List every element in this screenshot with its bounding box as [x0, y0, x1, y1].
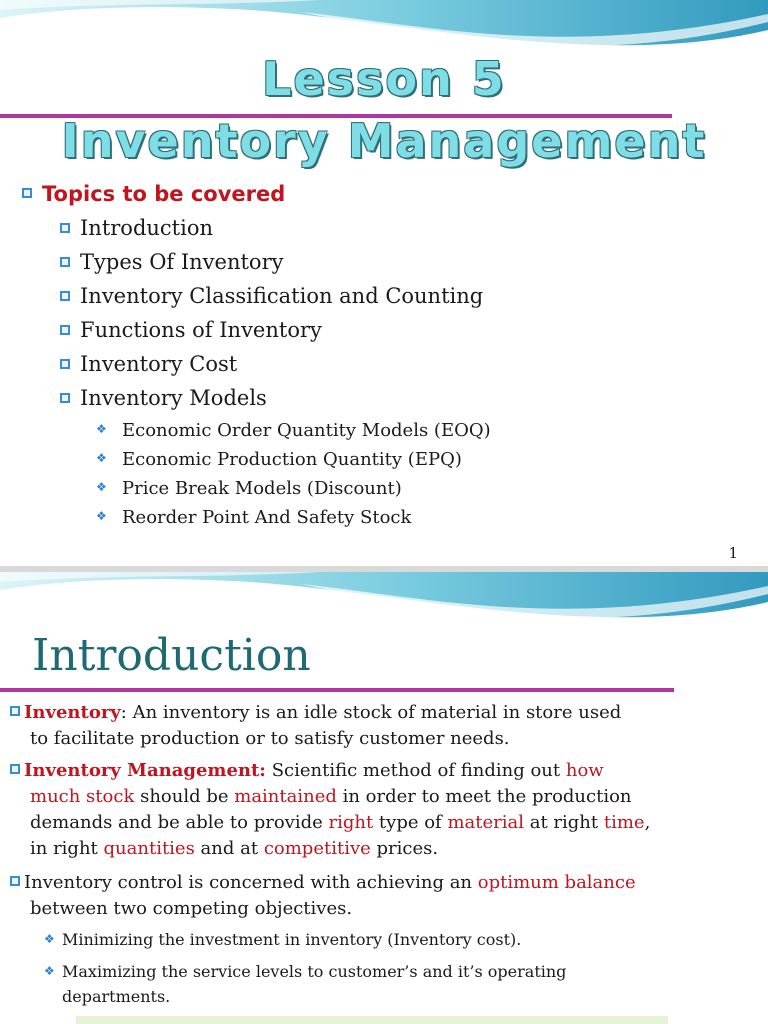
square-bullet-icon: [22, 188, 32, 198]
footer-strip: [76, 1016, 668, 1024]
topic-item: Introduction: [60, 216, 213, 240]
square-bullet-icon: [60, 291, 70, 301]
model-item: ❖ Price Break Models (Discount): [96, 478, 402, 499]
square-bullet-icon: [60, 257, 70, 267]
topic-item: Functions of Inventory: [60, 318, 322, 342]
diamond-bullet-icon: ❖: [96, 451, 107, 465]
page-number: 1: [728, 544, 738, 562]
definition-inventory-management: Inventory Management: Scientific method of finding out how much stock should be maintained in order to meet the production demands and be able to provide right type of material at right time, in right quantities and at competitive prices.: [10, 758, 734, 862]
course-title: Inventory Management: [61, 114, 707, 168]
diamond-bullet-icon: ❖: [96, 422, 107, 436]
diamond-bullet-icon: ❖: [96, 480, 107, 494]
diamond-bullet-icon: ❖: [44, 931, 55, 946]
objective-item: ❖ Maximizing the service levels to customer’s and it’s operating departments.: [44, 960, 734, 1009]
model-item: ❖ Economic Order Quantity Models (EOQ): [96, 420, 491, 441]
page-title: Introduction: [32, 630, 311, 681]
topic-item: Inventory Models: [60, 386, 267, 410]
topic-item: Inventory Classification and Counting: [60, 284, 483, 308]
topic-item: Inventory Cost: [60, 352, 237, 376]
lesson-title: Lesson 5: [262, 52, 506, 106]
title-divider: [0, 688, 674, 692]
inventory-control-text: Inventory control is concerned with achieving an optimum balance between two competing objectives.: [10, 870, 734, 922]
model-item: ❖ Economic Production Quantity (EPQ): [96, 449, 462, 470]
square-bullet-icon: [60, 325, 70, 335]
square-bullet-icon: [10, 876, 20, 886]
diamond-bullet-icon: ❖: [44, 963, 55, 978]
objective-item: ❖ Minimizing the investment in inventory (Inventory cost).: [44, 930, 522, 949]
model-item: ❖ Reorder Point And Safety Stock: [96, 507, 412, 528]
definition-inventory: Inventory: An inventory is an idle stock of material in store used to facilitate production or to satisfy customer needs.: [10, 700, 734, 752]
diamond-bullet-icon: ❖: [96, 509, 107, 523]
topic-item: Types Of Inventory: [60, 250, 283, 274]
slide-2: [0, 572, 768, 1024]
topics-heading: Topics to be covered: [42, 182, 286, 206]
square-bullet-icon: [60, 359, 70, 369]
square-bullet-icon: [60, 393, 70, 403]
square-bullet-icon: [60, 223, 70, 233]
topics-heading-row: [22, 182, 285, 206]
square-bullet-icon: [10, 764, 20, 774]
square-bullet-icon: [10, 706, 20, 716]
